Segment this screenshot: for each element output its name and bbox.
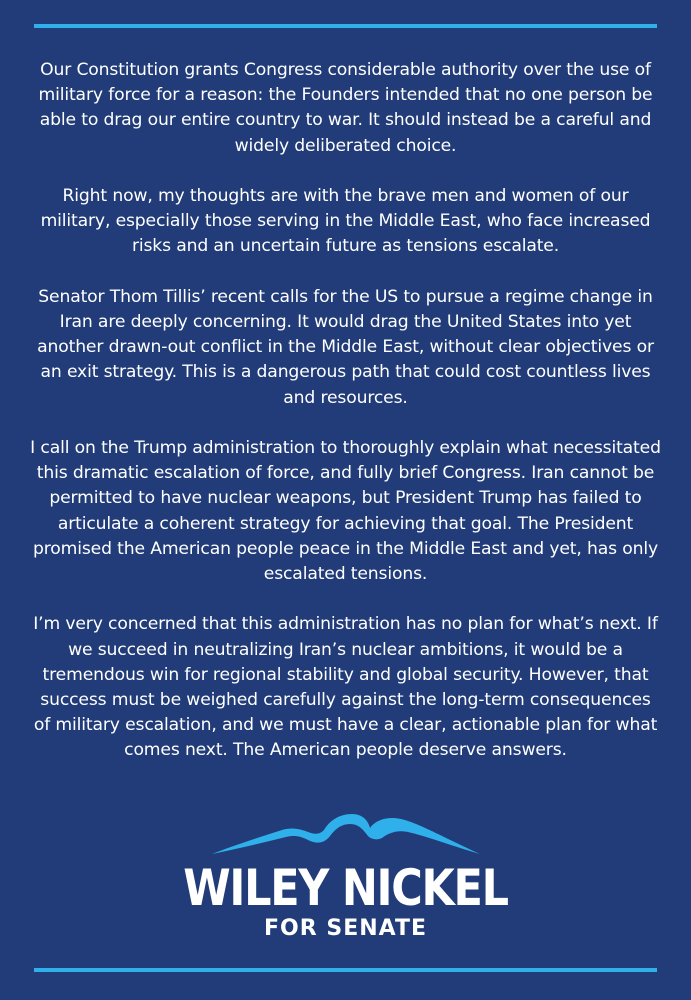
logo-name: WILEY NICKEL bbox=[183, 859, 508, 917]
statement-paragraph-4: I call on the Trump administration to thoroughly explain what necessitated this dramatic escalation of force, and fully brief Congress. Iran cannot be permitted to have nuclear weapons, but President Trump has failed to articulate a coherent strategy for achieving that goal. The President promised the American people peace in the Middle East and yet, has only escalated tensions. bbox=[30, 438, 661, 585]
campaign-logo bbox=[0, 808, 691, 948]
bottom-accent-rule bbox=[34, 968, 657, 972]
statement-paragraph-1: Our Constitution grants Congress considerable authority over the use of military force for a reason: the Founders intended that no one person be able to drag our entire country to war. It should instead be a careful and widely deliberated choice. bbox=[38, 60, 653, 156]
statement-paragraph-2: Right now, my thoughts are with the brave men and women of our military, especially those serving in the Middle East, who face increased risks and an uncertain future as tensions escalate. bbox=[40, 186, 651, 257]
statement-paragraph-3: Senator Thom Tillis’ recent calls for the US to pursue a regime change in Iran are deeply concerning. It would drag the United States into yet another drawn-out conflict in the Middle East, without clear objectives or an exit strategy. This is a dangerous path that could cost countless lives and resources. bbox=[37, 286, 654, 408]
logo-subtitle: FOR SENATE bbox=[264, 916, 427, 941]
statement-body bbox=[30, 58, 661, 764]
statement-paragraph-5: I’m very concerned that this administration has no plan for what’s next. If we succeed in neutralizing Iran’s nuclear ambitions, it would be a tremendous win for regional stability and global security. However, that success must be weighed carefully against the long-term consequences of military escalation, and we must have a clear, actionable plan for what comes next. The American people deserve answers. bbox=[33, 614, 658, 761]
top-accent-rule bbox=[34, 24, 657, 28]
mountains-icon bbox=[212, 808, 480, 860]
